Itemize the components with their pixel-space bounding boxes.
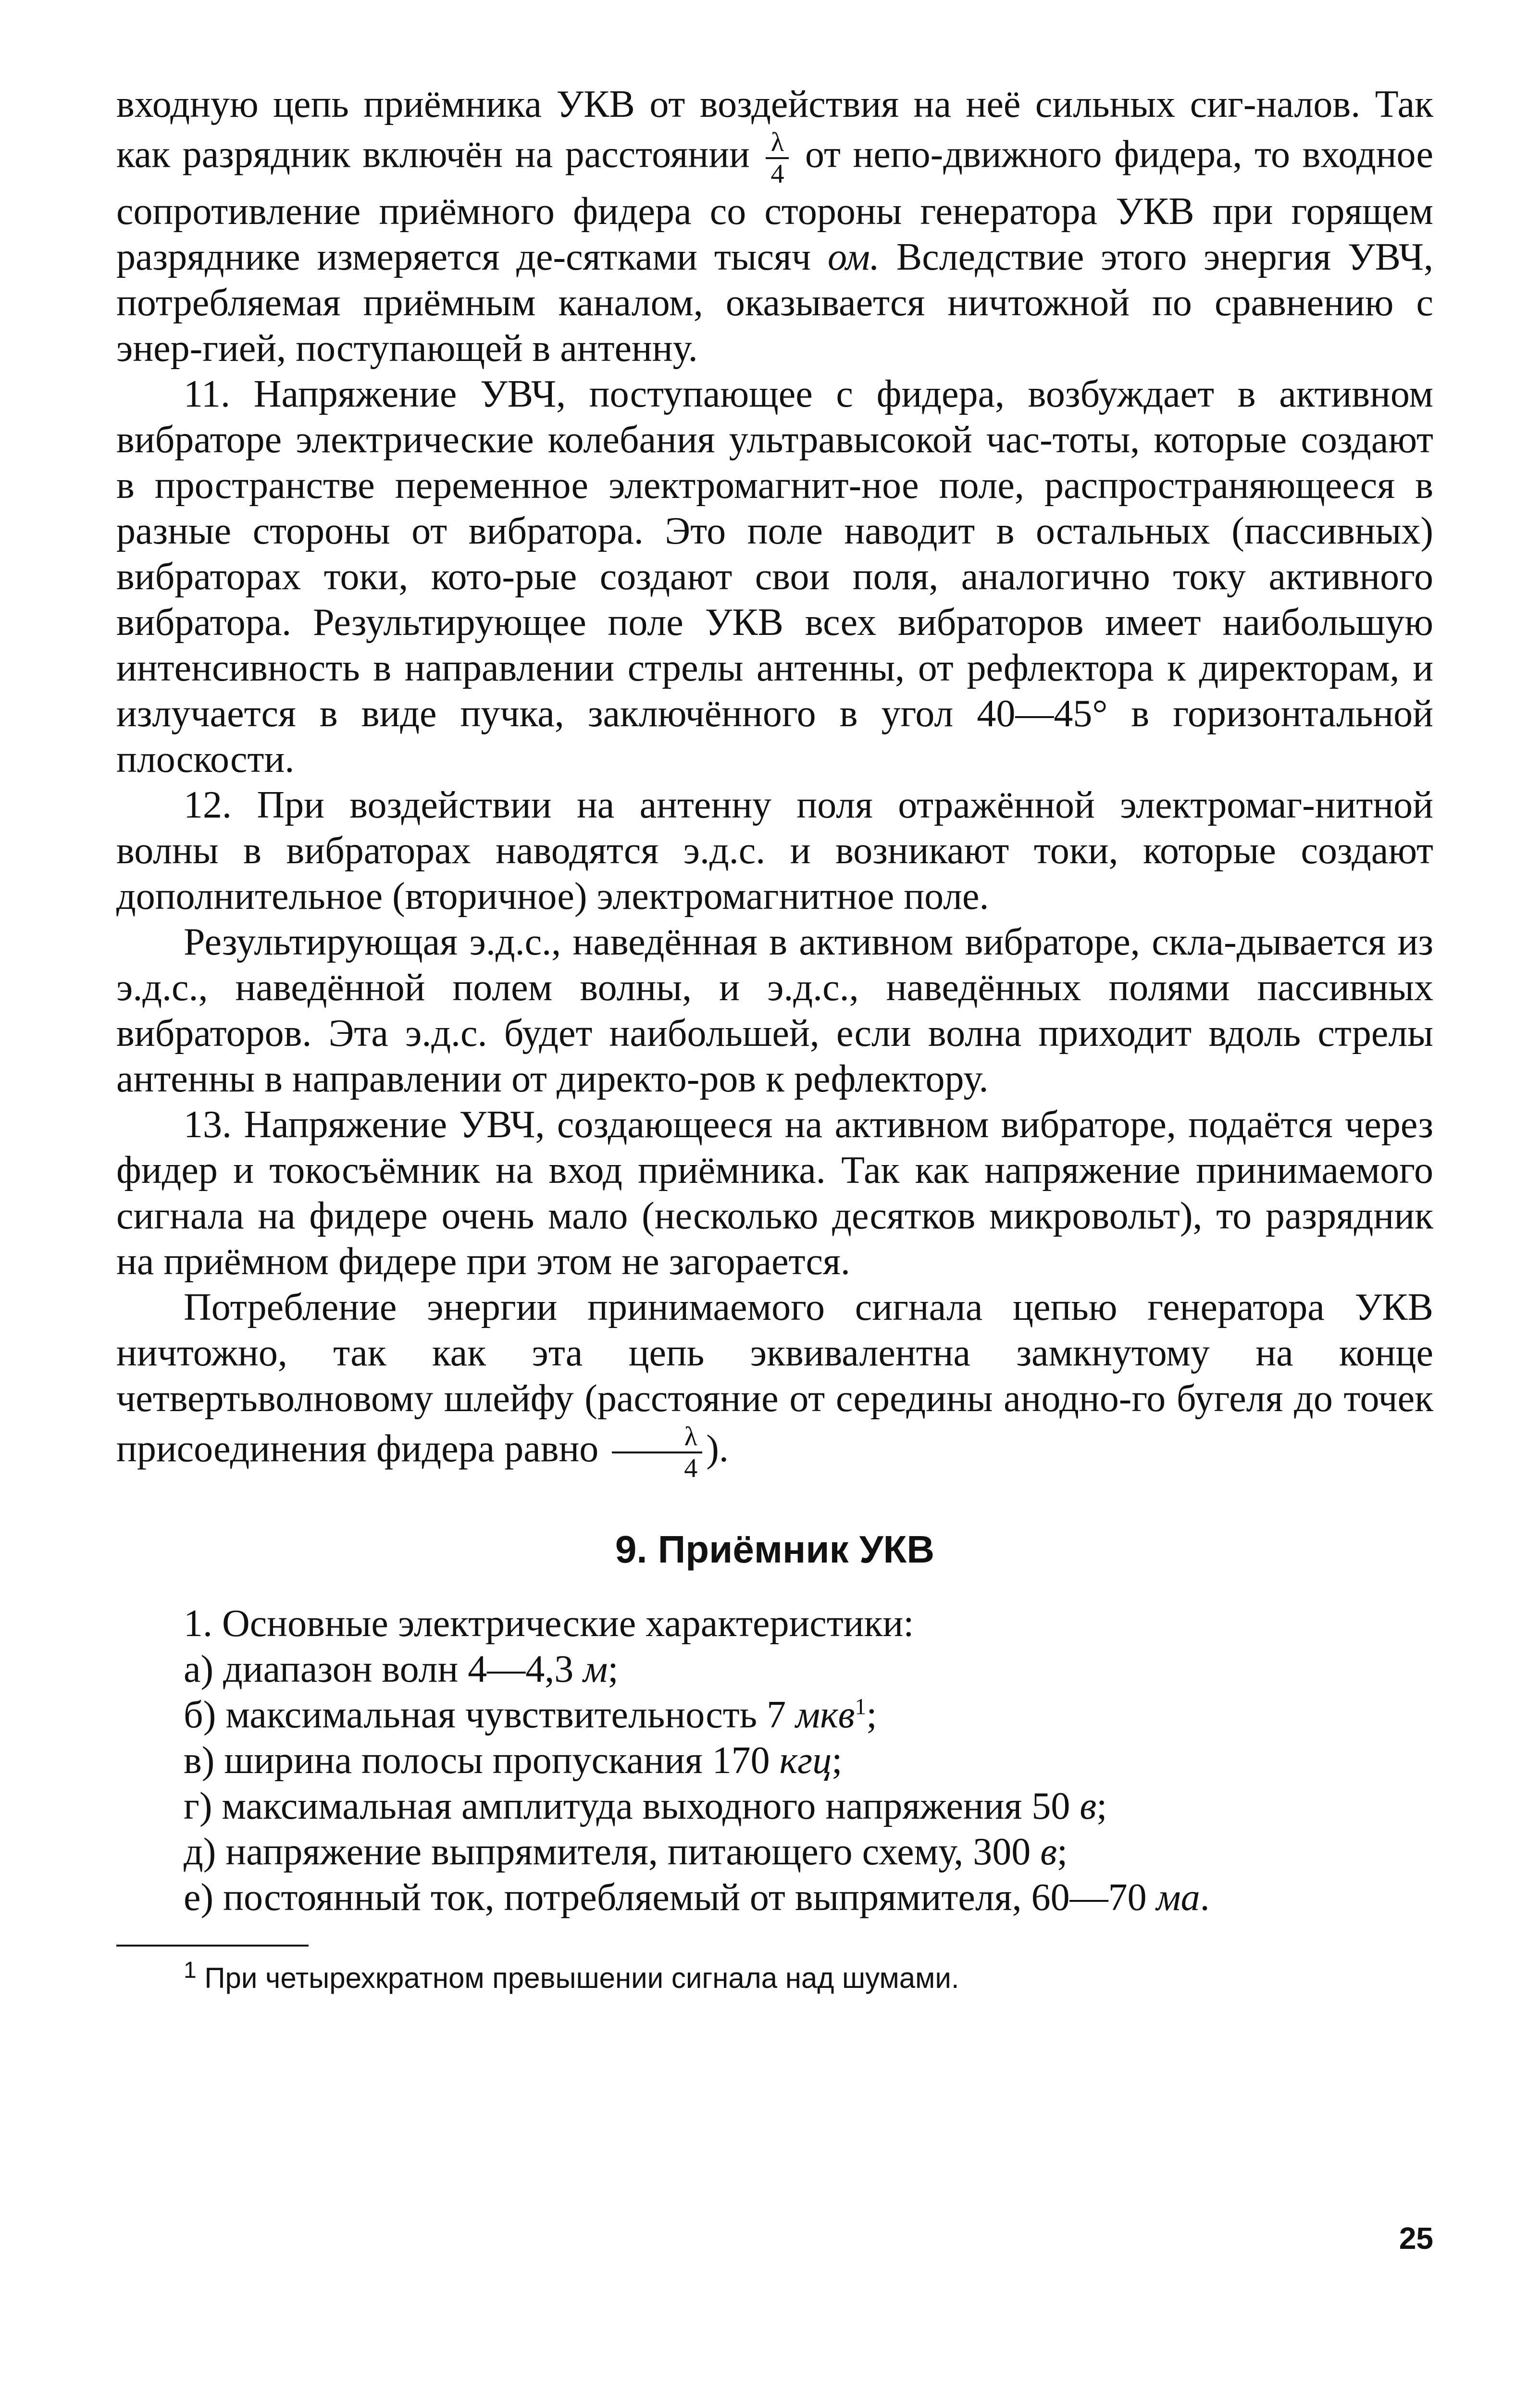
footnote bbox=[116, 1958, 1433, 1996]
unit: м bbox=[583, 1648, 608, 1690]
unit: кгц bbox=[779, 1739, 832, 1782]
paragraph-text: Вследствие этого энергия УВЧ, потребляемая приёмным каналом, оказывается ничтожной по сравнению с энер-гией, поступающей в антенну. bbox=[116, 236, 1434, 370]
list-item: б) максимальная чувствительность 7 мкв$^1$; bbox=[184, 1694, 877, 1736]
paragraph-text: Потребление энергии принимаемого сигнала цепью генератора УКВ ничтожно, так как эта цепь эквивалентна замкнутому на конце четвертьволновому шлейфу (расстояние от середины анодно-го бугеля до точек присоединения фидера равно bbox=[116, 1286, 1433, 1470]
paragraph-resulting-emf: Результирующая э.д.с., наведённая в активном вибраторе, скла-дывается из э.д.с., наведённой полем волны, и э.д.с., наведённых полями пассивных вибраторов. Эта э.д.с. будет наибольшей, если волна приходит вдоль стрелы антенны в направлении от директо-ров к рефлектору. bbox=[116, 921, 1433, 1100]
unit: мкв bbox=[795, 1694, 855, 1736]
paragraph-text: от непо-движного фидера, то входное сопротивление приёмного фидера со стороны генератора УКВ при горящем разряднике измеряется де-сятками тысяч bbox=[116, 133, 1434, 278]
unit: в bbox=[1040, 1831, 1057, 1873]
lambda-quarter-fraction bbox=[612, 1422, 702, 1483]
page-body bbox=[116, 82, 1433, 1996]
list-item: д) напряжение выпрямителя, питающего схему, 300 в; bbox=[184, 1831, 1068, 1873]
lambda-quarter-fraction bbox=[766, 127, 789, 189]
unit-ohm: ом. bbox=[827, 236, 880, 278]
paragraph-antenna-discharger bbox=[116, 82, 1433, 372]
paragraph-text: входную цепь приёмника УКВ от воздействия на неё сильных сиг-налов. Так как разрядник включён на расстоянии bbox=[116, 83, 1433, 176]
footnote-reference: 1 bbox=[855, 1694, 867, 1720]
list-item: а) диапазон волн 4—4,3 м; bbox=[184, 1648, 619, 1690]
unit: в bbox=[1080, 1785, 1097, 1827]
paragraph-item-11: 11. Напряжение УВЧ, поступающее с фидера, возбуждает в активном вибраторе электрические колебания ультравысокой час-тоты, которые создают в пространстве переменное электромагнит-ное поле, распространяющееся в разные стороны от вибратора. Это поле наводит в остальных (пассивных) вибраторах токи, кото-рые создают свои поля, аналогично току активного вибратора. Результирующее поле УКВ всех вибраторов имеет наибольшую интенсивность в направлении стрелы антенны, от рефлектора к директорам, и излучается в виде пучка, заключённого в угол 40—45° в горизонтальной плоскости. bbox=[116, 373, 1433, 781]
paragraph-item-12: 12. При воздействии на антенну поля отражённой электромаг-нитной волны в вибраторах наводятся э.д.с. и возникают токи, которые создают дополнительное (вторичное) электромагнитное поле. bbox=[116, 784, 1433, 918]
fraction-numerator: λ bbox=[612, 1422, 702, 1453]
paragraph-item-13: 13. Напряжение УВЧ, создающееся на активном вибраторе, подаётся через фидер и токосъёмник на вход приёмника. Так как напряжение принимаемого сигнала на фидере очень мало (несколько десятков микровольт), то разрядник на приёмном фидере при этом не загорается. bbox=[116, 1104, 1433, 1283]
fraction-denominator: 4 bbox=[770, 159, 784, 189]
fraction-numerator: λ bbox=[766, 127, 789, 159]
unit: ма bbox=[1156, 1876, 1200, 1919]
page-number: 25 bbox=[1399, 2221, 1433, 2256]
characteristics-intro: 1. Основные электрические характеристики: bbox=[184, 1602, 914, 1645]
list-item: г) максимальная амплитуда выходного напряжения 50 в; bbox=[184, 1785, 1107, 1827]
footnote-divider bbox=[116, 1945, 309, 1947]
list-item: в) ширина полосы пропускания 170 кгц; bbox=[184, 1739, 843, 1782]
paragraph-text: ). bbox=[706, 1427, 729, 1470]
footnote-text: При четырехкратном превышении сигнала над шумами. bbox=[204, 1962, 959, 1994]
section-heading: 9. Приёмник УКВ bbox=[615, 1528, 935, 1571]
characteristics-list bbox=[116, 1647, 1433, 1921]
paragraph-energy-consumption bbox=[116, 1285, 1433, 1483]
list-item: е) постоянный ток, потребляемый от выпрямителя, 60—70 ма. bbox=[184, 1876, 1210, 1919]
footnote-mark: 1 bbox=[184, 1958, 197, 1983]
fraction-denominator: 4 bbox=[684, 1453, 698, 1483]
